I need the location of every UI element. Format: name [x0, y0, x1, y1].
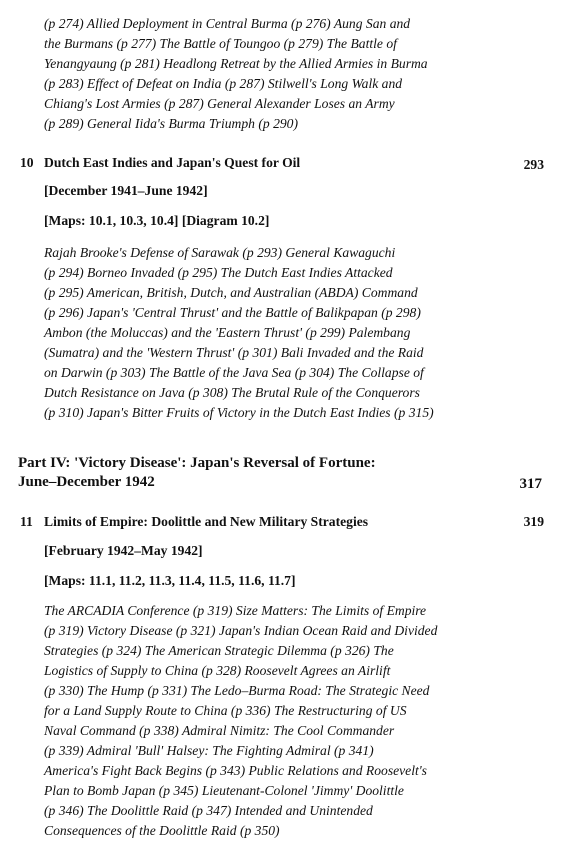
entry-line: on Darwin (p 303) The Battle of the Java Sea (p 304) The Collapse of: [44, 365, 424, 380]
entry-line: Yenangyaung (p 281) Headlong Retreat by the Allied Armies in Burma: [44, 56, 428, 71]
entry-line: Naval Command (p 338) Admiral Nimitz: The Cool Commander: [44, 723, 395, 738]
entry-line: Logistics of Supply to China (p 328) Roosevelt Agrees an Airlift: [44, 663, 391, 678]
entry-line: (p 296) Japan's 'Central Thrust' and the Battle of Balikpapan (p 298): [44, 305, 421, 320]
entry-line: Rajah Brooke's Defense of Sarawak (p 293) General Kawaguchi: [44, 245, 396, 260]
entry-line: (p 283) Effect of Defeat on India (p 287) Stilwell's Long Walk and: [44, 76, 403, 91]
chapter-11-maps: [Maps: 11.1, 11.2, 11.3, 11.4, 11.5, 11.6, 11.7]: [44, 573, 296, 588]
entry-line: (p 330) The Hump (p 331) The Ledo–Burma Road: The Strategic Need: [44, 683, 430, 698]
entry-line: The ARCADIA Conference (p 319) Size Matters: The Limits of Empire: [44, 603, 427, 618]
entry-line: Ambon (the Moluccas) and the 'Eastern Thrust' (p 299) Palembang: [44, 325, 411, 340]
part-4-title-line-2: June–December 1942: [18, 474, 155, 490]
chapter-11-entries: [44, 601, 437, 841]
chapter-11-page: 319: [523, 514, 544, 529]
entry-line: Dutch Resistance on Java (p 308) The Brutal Rule of the Conquerors: [44, 385, 420, 400]
entry-line: (p 346) The Doolittle Raid (p 347) Intended and Unintended: [44, 803, 373, 818]
entry-line: America's Fight Back Begins (p 343) Public Relations and Roosevelt's: [44, 763, 427, 778]
entry-line: (p 319) Victory Disease (p 321) Japan's Indian Ocean Raid and Divided: [44, 623, 438, 638]
chapter-10-dates: [December 1941–June 1942]: [44, 183, 208, 198]
part-4-page: 317: [519, 476, 542, 492]
chapter-10-maps: [Maps: 10.1, 10.3, 10.4] [Diagram 10.2]: [44, 213, 270, 228]
entry-line: (p 289) General Iida's Burma Triumph (p 290): [44, 116, 298, 131]
previous-chapter-entries: [44, 14, 428, 134]
entry-line: (p 274) Allied Deployment in Central Burma (p 276) Aung San and: [44, 16, 411, 31]
entry-line: (p 310) Japan's Bitter Fruits of Victory in the Dutch East Indies (p 315): [44, 405, 434, 420]
chapter-11-title[interactable]: Limits of Empire: Doolittle and New Military Strategies: [44, 514, 369, 529]
chapter-10-entries: [44, 243, 434, 423]
part-4-title-line-1: Part IV: 'Victory Disease': Japan's Reversal of Fortune:: [18, 455, 376, 471]
entry-line: Consequences of the Doolittle Raid (p 350): [44, 823, 280, 838]
chapter-10-number: 10: [20, 155, 34, 170]
part-4-title[interactable]: [18, 454, 376, 492]
chapter-10-title[interactable]: Dutch East Indies and Japan's Quest for Oil: [44, 155, 301, 170]
entry-line: the Burmans (p 277) The Battle of Toungoo (p 279) The Battle of: [44, 36, 397, 51]
chapter-11-dates: [February 1942–May 1942]: [44, 543, 203, 558]
chapter-11-number: 11: [20, 514, 33, 529]
entry-line: (p 339) Admiral 'Bull' Halsey: The Fighting Admiral (p 341): [44, 743, 374, 758]
entry-line: (Sumatra) and the 'Western Thrust' (p 301) Bali Invaded and the Raid: [44, 345, 424, 360]
entry-line: for a Land Supply Route to China (p 336) The Restructuring of US: [44, 703, 407, 718]
entry-line: Strategies (p 324) The American Strategic Dilemma (p 326) The: [44, 643, 394, 658]
entry-line: (p 295) American, British, Dutch, and Australian (ABDA) Command: [44, 285, 418, 300]
entry-line: Plan to Bomb Japan (p 345) Lieutenant-Colonel 'Jimmy' Doolittle: [44, 783, 404, 798]
entry-line: (p 294) Borneo Invaded (p 295) The Dutch East Indies Attacked: [44, 265, 393, 280]
entry-line: Chiang's Lost Armies (p 287) General Alexander Loses an Army: [44, 96, 395, 111]
chapter-10-page: 293: [523, 157, 544, 172]
